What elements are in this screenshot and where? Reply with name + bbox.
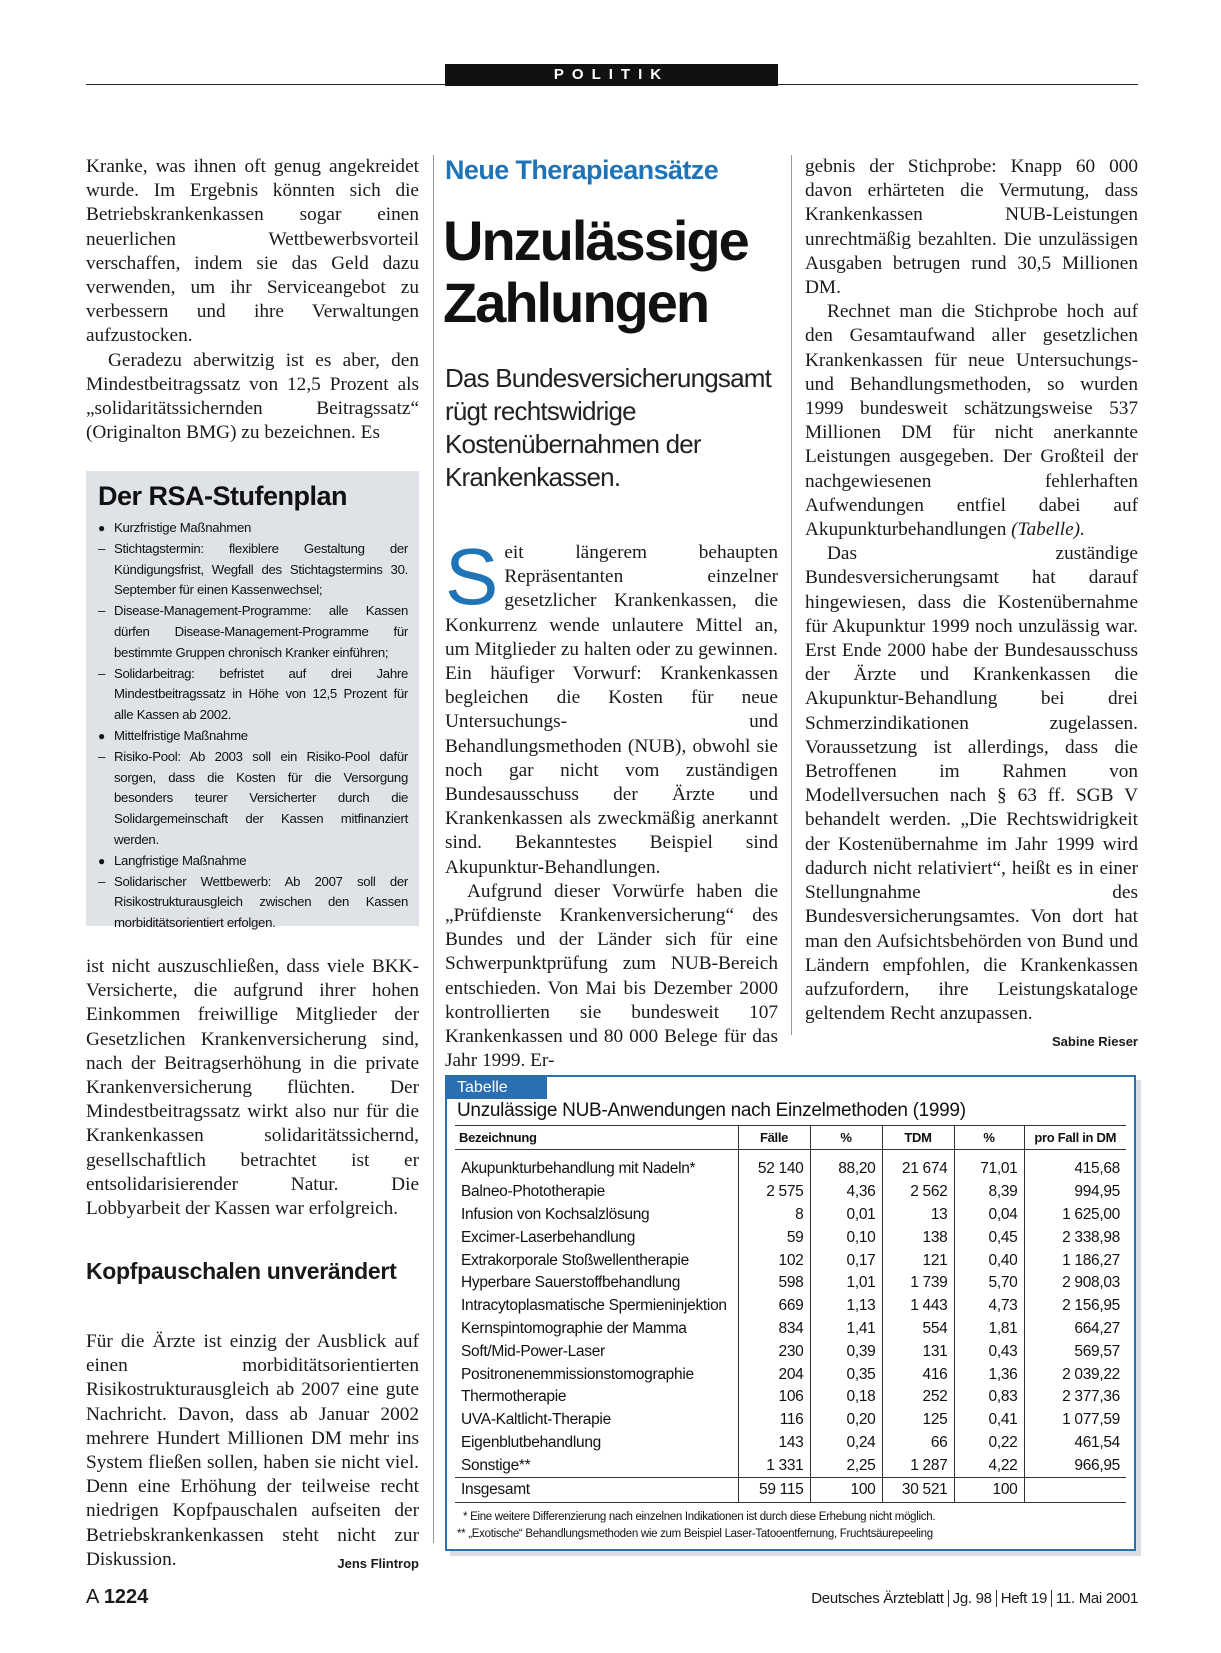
table-cell: 598 — [738, 1272, 810, 1295]
table-cell: Eigenblutbehandlung — [461, 1433, 601, 1451]
footnote: * Eine weitere Differenzierung nach einzelnen Indikationen ist durch diese Erhebung nicht möglich. — [463, 1511, 936, 1523]
table-cell: 2,25 — [810, 1454, 882, 1477]
table-cell: 554 — [882, 1318, 954, 1341]
table-cell — [1024, 1478, 1126, 1503]
table-cell: Extrakorporale Stoßwellentherapie — [461, 1251, 689, 1269]
table-cell: 71,01 — [954, 1150, 1024, 1181]
byline: Jens Flintrop — [337, 1555, 419, 1571]
table-cell: 669 — [738, 1295, 810, 1318]
table-cell: 0,40 — [954, 1249, 1024, 1272]
table-cell: Balneo-Phototherapie — [461, 1183, 605, 1201]
table-cell: 834 — [738, 1318, 810, 1341]
infobox-item: ● Langfristige Maßnahme — [98, 851, 408, 872]
table-cell: 0,45 — [954, 1226, 1024, 1249]
dash-marker: – — [98, 665, 106, 681]
infobox-item: ● Kurzfristige Maßnahmen — [98, 518, 408, 539]
table-cell: Soft/Mid-Power-Laser — [461, 1342, 605, 1360]
table-cell: 4,36 — [810, 1181, 882, 1204]
table-cell: 1 739 — [882, 1272, 954, 1295]
article-deck: Das Bundesversicherungsamt rügt rechtswidrige Kostenübernahmen der Krankenkassen. — [445, 363, 772, 492]
infobox-title: Der RSA-Stufenplan — [98, 481, 348, 511]
table-cell: 1 077,59 — [1024, 1409, 1126, 1432]
table-cell: 8 — [738, 1204, 810, 1227]
dash-marker: – — [98, 873, 106, 889]
table-cell: 1,81 — [954, 1318, 1024, 1341]
table-cell: Positronenemmissionstomographie — [461, 1365, 694, 1383]
table-title: Unzulässige NUB-Anwendungen nach Einzelmethoden (1999) — [457, 1100, 966, 1121]
table-cell: 21 674 — [882, 1150, 954, 1181]
table-cell: 415,68 — [1024, 1150, 1126, 1181]
section-label: POLITIK — [445, 64, 778, 86]
date: 11. Mai 2001 — [1055, 1590, 1138, 1607]
table-cell: 416 — [882, 1363, 954, 1386]
table-cell: 0,17 — [810, 1249, 882, 1272]
table-cell: 0,43 — [954, 1340, 1024, 1363]
column-1-bottom-text — [86, 955, 419, 1221]
table-row — [455, 1340, 1126, 1363]
table-cell: UVA-Kaltlicht-Therapie — [461, 1411, 611, 1429]
data-table — [455, 1125, 1126, 1503]
table-cell: 0,01 — [810, 1204, 882, 1227]
table-cell: 2 039,22 — [1024, 1363, 1126, 1386]
paragraph: ist nicht auszuschließen, dass viele BKK-Versicherte, die aufgrund ihrer hohen Einkommen freiwillige Mitglieder der Gesetzlichen Krankenversicherung sind, nach der Beitragserhöhung in die private Krankenversicherung flüchten. Der Mindestbeitragssatz wirkt also nur für die Krankenkassen solidaritätssichernd, gesellschaftlich betrachtet ist er entsolidarisierender Natur. Die Lobbyarbeit der Kassen war erfolgreich. — [86, 956, 419, 1220]
table-row — [455, 1295, 1126, 1318]
table-row — [455, 1181, 1126, 1204]
table-cell: Akupunkturbehandlung mit Nadeln* — [461, 1160, 696, 1178]
issue: Heft 19 — [1000, 1590, 1047, 1607]
infobox-item: – Solidarischer Wettbewerb: Ab 2007 soll der Risikostrukturausgleich zwischen den Kassen morbiditätsorientiert erfolgen. — [98, 873, 408, 931]
table-cell: 8,39 — [954, 1181, 1024, 1204]
table-cell: Sonstige** — [461, 1456, 531, 1474]
table-cell: 0,35 — [810, 1363, 882, 1386]
table-cell: 125 — [882, 1409, 954, 1432]
article-kicker: Neue Therapieansätze — [445, 155, 719, 185]
table-cell: 2 156,95 — [1024, 1295, 1126, 1318]
table-cell: 0,41 — [954, 1409, 1024, 1432]
table-row — [455, 1150, 1126, 1181]
table-cell: 1,41 — [810, 1318, 882, 1341]
table-row — [455, 1249, 1126, 1272]
table-row — [455, 1272, 1126, 1295]
table-cell: Thermotherapie — [461, 1388, 567, 1406]
infobox-item: – Risiko-Pool: Ab 2003 soll ein Risiko-Pool dafür sorgen, dass die Kosten für die Versorgung besonders teurer Versicherter durch die Solidargemeinschaft der Kassen mitfinanziert werden. — [98, 748, 408, 847]
table-cell: Kernspintomographie der Mamma — [461, 1319, 687, 1337]
paragraph: Kranke, was ihnen oft genug angekreidet wurde. Im Ergebnis könnten sich die Betriebskrankenkassen sogar einen neuerlichen Wettbewerbsvorteil verschaffen, indem sie das Geld dazu verwenden, um ihr Serviceangebot zu verbessern und ihre Verwaltungen aufzustocken. — [86, 156, 419, 347]
table-cell: 1 331 — [738, 1454, 810, 1477]
bullet-marker: ● — [98, 728, 105, 743]
paragraph: Aufgrund dieser Vorwürfe haben die „Prüfdienste Krankenversicherung“ des Bundes und der Länder sich für eine Schwerpunktprüfung zum NUB-Bereich entschieden. Von Mai bis Dezember 2000 kontrollierten sie bundesweit 107 Krankenkassen und 80 000 Belege für das Jahr 1999. Er- — [445, 880, 778, 1072]
bullet-marker: ● — [98, 853, 105, 868]
table-tag: Tabelle — [447, 1077, 547, 1099]
table-row — [455, 1386, 1126, 1409]
table-cell: 0,39 — [810, 1340, 882, 1363]
column-header: Fälle — [738, 1126, 810, 1150]
column-header: % — [810, 1126, 882, 1150]
paragraph: Für die Ärzte ist einzig der Ausblick auf einen morbiditätsorientierten Risikostrukturausgleich ab 2007 eine gute Nachricht. Davon, dass ab Januar 2002 mehrere Hundert Millionen DM mehr ins System fließen sollen, haben sie nicht viel. Denn eine Erhöhung der teilweise recht niedrigen Kopfpauschalen aufseiten der Betriebskrankenkassen steht nicht zur Diskussion. Jens Flintrop — [86, 1330, 419, 1572]
table-cell: 59 115 — [738, 1478, 810, 1503]
table-reference: (Tabelle). — [1011, 519, 1085, 541]
table-cell: 1,13 — [810, 1295, 882, 1318]
paragraph: Rechnet man die Stichprobe hoch auf den Gesamtaufwand aller gesetzlichen Krankenkassen für neue Untersuchungs- und Behandlungsmethoden, so wurden 1999 bundesweit schätzungsweise 537 Millionen DM für nicht anerkannte Leistungen ausgegeben. Der Großteil der nachgewiesenen fehlerhaften Aufwendungen entfiel dabei auf Akupunkturbehandlungen (Tabelle). — [805, 301, 1138, 541]
table-cell: 4,22 — [954, 1454, 1024, 1477]
table-cell: 52 140 — [738, 1150, 810, 1181]
table-cell: 66 — [882, 1432, 954, 1455]
table-cell: Insgesamt — [455, 1478, 738, 1503]
column-header: pro Fall in DM — [1024, 1126, 1126, 1150]
table-row — [455, 1226, 1126, 1249]
table-cell: 121 — [882, 1249, 954, 1272]
table-cell: 204 — [738, 1363, 810, 1386]
table-cell: 100 — [954, 1478, 1024, 1503]
column-2-text — [445, 532, 778, 1073]
table-cell: 1,36 — [954, 1363, 1024, 1386]
table-row — [455, 1409, 1126, 1432]
table-cell: 30 521 — [882, 1478, 954, 1503]
table-cell: 966,95 — [1024, 1454, 1126, 1477]
footnote: ** „Exotische“ Behandlungsmethoden wie zum Beispiel Laser-Tatooentfernung, Fruchtsäurepeeling — [457, 1528, 933, 1540]
table-cell: 0,22 — [954, 1432, 1024, 1455]
table-cell: 116 — [738, 1409, 810, 1432]
table-cell: 13 — [882, 1204, 954, 1227]
table-cell: 2 377,36 — [1024, 1386, 1126, 1409]
infobox-item: – Solidarbeitrag: befristet auf drei Jahre Mindestbeitragssatz in Höhe von 12,5 Prozent für alle Kassen ab 2002. — [98, 665, 408, 723]
column-header: TDM — [882, 1126, 954, 1150]
table-cell: 569,57 — [1024, 1340, 1126, 1363]
table-footnotes — [457, 1509, 935, 1543]
table-cell: 2 575 — [738, 1181, 810, 1204]
publication-info — [811, 1590, 1138, 1607]
table-row — [455, 1363, 1126, 1386]
column-rule-right — [791, 155, 792, 1035]
paragraph: Geradezu aberwitzig ist es aber, den Mindestbeitragssatz von 12,5 Prozent als „solidaritätssichernden Beitragssatz“ (Originalton BMG) zu bezeichnen. Es — [86, 349, 419, 444]
table-cell: Intracytoplasmatische Spermieninjektion — [461, 1297, 727, 1315]
table-cell: 0,10 — [810, 1226, 882, 1249]
table-row — [455, 1318, 1126, 1341]
table-cell: 252 — [882, 1386, 954, 1409]
table-cell: 1,01 — [810, 1272, 882, 1295]
dash-marker: – — [98, 748, 106, 764]
column-header: Bezeichnung — [455, 1126, 738, 1150]
table-total-row — [455, 1478, 1126, 1503]
column-3-text — [805, 155, 1138, 1055]
table-row — [455, 1204, 1126, 1227]
table-cell: Infusion von Kochsalzlösung — [461, 1205, 650, 1223]
table-cell: 2 908,03 — [1024, 1272, 1126, 1295]
table-cell: 0,24 — [810, 1432, 882, 1455]
column-1-end-text — [86, 1330, 419, 1576]
table-cell: Excimer-Laserbehandlung — [461, 1228, 636, 1246]
publication-name: Deutsches Ärzteblatt — [811, 1590, 944, 1607]
table-cell: 138 — [882, 1226, 954, 1249]
table-cell: 2 338,98 — [1024, 1226, 1126, 1249]
paragraph: Seit längerem behaupten Repräsentanten einzelner gesetzlicher Krankenkassen, die Konkurrenz wende unlautere Mittel an, um Mitglieder zu halten oder zu gewinnen. Ein häufiger Vorwurf: Krankenkassen begleichen die Kosten für neue Untersuchungs- und Behandlungsmethoden (NUB), obwohl sie noch gar nicht vom zuständigen Bundesausschuss der Ärzte und Krankenkassen als zweckmäßig anerkannt sind. Bekanntestes Beispiel sind Akupunktur-Behandlungen. — [445, 532, 778, 878]
table-cell: 0,04 — [954, 1204, 1024, 1227]
table-cell: 4,73 — [954, 1295, 1024, 1318]
table-cell: 0,20 — [810, 1409, 882, 1432]
table-cell: 59 — [738, 1226, 810, 1249]
table-cell: 143 — [738, 1432, 810, 1455]
table-row — [455, 1432, 1126, 1455]
table-cell: 0,18 — [810, 1386, 882, 1409]
table-cell: 100 — [810, 1478, 882, 1503]
column-header: % — [954, 1126, 1024, 1150]
infobox-rsa-stufenplan — [86, 471, 419, 931]
drop-cap: S — [445, 532, 499, 621]
dash-marker: – — [98, 540, 106, 556]
infobox-item: ● Mittelfristige Maßnahme — [98, 726, 408, 747]
volume: Jg. 98 — [952, 1590, 992, 1607]
column-rule-left — [433, 155, 434, 1543]
subheading: Kopfpauschalen unverändert — [86, 1258, 397, 1284]
byline: Sabine Rieser — [1052, 1034, 1138, 1050]
data-table-box — [445, 1075, 1136, 1551]
table-cell: 230 — [738, 1340, 810, 1363]
table-cell: 1 287 — [882, 1454, 954, 1477]
table-cell: 131 — [882, 1340, 954, 1363]
table-cell: 0,83 — [954, 1386, 1024, 1409]
table-cell: 1 186,27 — [1024, 1249, 1126, 1272]
table-cell: 1 625,00 — [1024, 1204, 1126, 1227]
table-header-row — [455, 1126, 1126, 1150]
table-cell: 994,95 — [1024, 1181, 1126, 1204]
table-cell: Hyperbare Sauerstoffbehandlung — [461, 1274, 681, 1292]
table-cell: 664,27 — [1024, 1318, 1126, 1341]
infobox-item: – Stichtagstermin: flexiblere Gestaltung der Kündigungsfrist, Wegfall des Stichtagstermins 30. September für einen Kassenwechsel; — [98, 540, 408, 598]
table-cell: 5,70 — [954, 1272, 1024, 1295]
bullet-marker: ● — [98, 521, 105, 535]
table-cell: 88,20 — [810, 1150, 882, 1181]
paragraph: Das zuständige Bundesversicherungsamt hat darauf hingewiesen, dass die Kostenübernahme für Akupunktur 1999 noch unzulässig war. Erst Ende 2000 habe der Bundesausschuss der Ärzte und Krankenkassen die Akupunktur-Behandlung bei drei Schmerzindikationen zugelassen. Voraussetzung ist allerdings, dass die Betroffenen im Rahmen von Modellversuchen nach § 63 ff. SGB V behandelt werden. „Die Rechtswidrigkeit der Kostenübernahme im Jahr 1999 wird dadurch nicht relativiert“, heißt es in einer Stellungnahme des Bundesversicherungsamtes. Von dort hat man den Aufsichtsbehörden von Bund und Ländern empfohlen, die Krankenkassen aufzufordern, ihre Leistungskataloge geltendem Recht anzupassen. Sabine Rieser — [805, 542, 1138, 1026]
dash-marker: – — [98, 603, 106, 619]
page-number: A 1224 — [86, 1586, 149, 1608]
table-row — [455, 1454, 1126, 1477]
table-cell: 106 — [738, 1386, 810, 1409]
table-cell: 2 562 — [882, 1181, 954, 1204]
paragraph: gebnis der Stichprobe: Knapp 60 000 davon erhärteten die Vermutung, dass Krankenkassen NUB-Leistungen unrechtmäßig bezahlten. Die unzulässigen Ausgaben betrugen rund 30,5 Millionen DM. — [805, 156, 1138, 299]
infobox-item: – Disease-Management-Programme: alle Kassen dürfen Disease-Management-Programme für bestimmte Gruppen chronisch Kranker einführen; — [98, 603, 408, 660]
table-cell: 102 — [738, 1249, 810, 1272]
table-cell: 1 443 — [882, 1295, 954, 1318]
infobox-list — [98, 518, 408, 934]
column-1-top-text — [86, 155, 419, 445]
article-headline: Unzulässige Zahlungen — [443, 209, 748, 334]
table-cell: 461,54 — [1024, 1432, 1126, 1455]
